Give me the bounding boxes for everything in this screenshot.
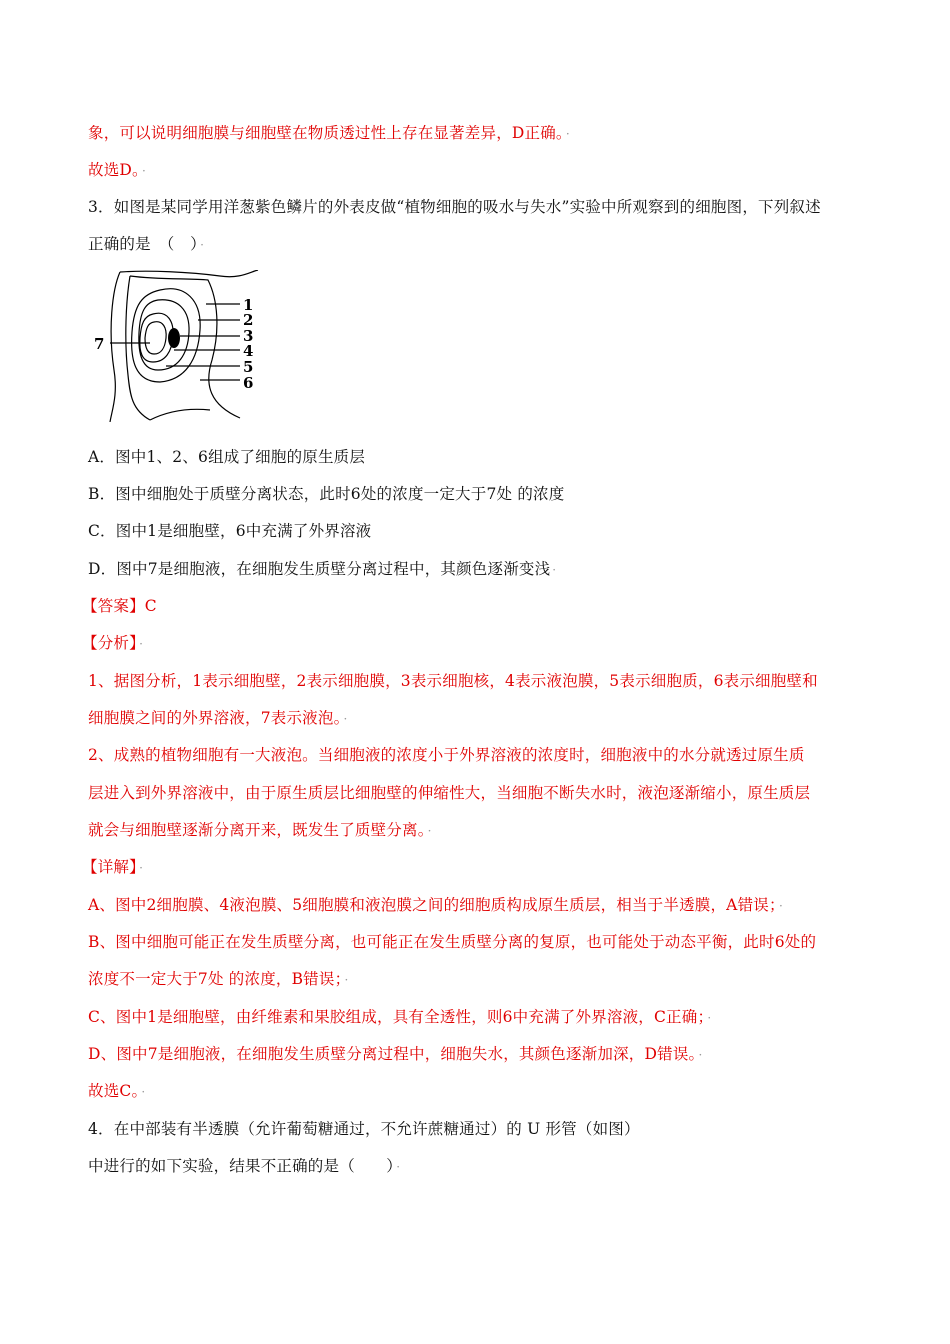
analysis-line [88, 782, 810, 804]
line-text: 2、成熟的植物细胞有一大液泡。当细胞液的浓度小于外界溶液的浓度时，细胞液中的水分就透过原生质 [88, 746, 805, 764]
question-3-stem [88, 196, 821, 218]
paragraph-mark: · [344, 973, 349, 987]
line-text: 【答案】C [82, 597, 157, 615]
paragraph-mark: · [707, 1011, 712, 1025]
label-4: 4 [243, 342, 254, 360]
line-text: 细胞膜之间的外界溶液，7表示液泡。 [88, 709, 342, 727]
line-text: 故选C。 [88, 1082, 140, 1100]
paragraph-mark: · [778, 899, 783, 913]
label-1: 1 [243, 296, 254, 314]
text-line [88, 159, 146, 182]
paragraph-mark: · [139, 861, 144, 875]
text-line [88, 122, 570, 145]
option-d [88, 558, 556, 581]
detail-line [88, 1006, 711, 1029]
question-4-stem [88, 1118, 640, 1140]
option-a [88, 446, 365, 468]
analysis-line [88, 670, 818, 692]
line-text: 就会与细胞壁逐渐分离开来，既发生了质壁分离。 [88, 821, 426, 839]
analysis-line [88, 819, 432, 842]
paragraph-mark: · [343, 712, 348, 726]
detail-line [88, 968, 349, 991]
line-text: 浓度不一定大于7处 的浓度，B错误； [88, 970, 343, 988]
line-text: 3．如图是某同学用洋葱紫色鳞片的外表皮做“植物细胞的吸水与失水”实验中所观察到的细胞图，下列叙述 [88, 198, 821, 216]
option-b [88, 483, 564, 505]
line-text: B、图中细胞可能正在发生质壁分离，也可能正在发生质壁分离的复原，也可能处于动态平衡，此时6处的 [88, 933, 817, 951]
cell-wall-bottom [150, 409, 210, 420]
cell-wall-left [110, 272, 120, 422]
line-text: 中进行的如下实验，结果不正确的是（ ） [88, 1157, 395, 1175]
line-text: 层进入到外界溶液中，由于原生质层比细胞壁的伸缩性大，当细胞不断失水时，液泡逐渐缩小，原生质层 [88, 784, 811, 802]
line-text: A、图中2细胞膜、4液泡膜、5细胞膜和液泡膜之间的细胞质构成原生质层，相当于半透膜，A错误； [88, 896, 777, 914]
line-text: 【详解】 [82, 858, 138, 876]
label-7: 7 [94, 335, 105, 353]
line-text: C、图中1是细胞壁，由纤维素和果胶组成，具有全透性，则6中充满了外界溶液，C正确； [88, 1008, 706, 1026]
paragraph-mark: · [552, 563, 557, 577]
line-text: A．图中1、2、6组成了细胞的原生质层 [88, 448, 366, 466]
line-text: 象，可以说明细胞膜与细胞壁在物质透过性上存在显著差异，D正确。 [88, 124, 564, 142]
question-4-stem-cont [88, 1155, 400, 1178]
paragraph-mark: · [396, 1160, 401, 1174]
label-3: 3 [243, 327, 254, 345]
paragraph-mark: · [141, 1085, 146, 1099]
detail-line [88, 1080, 145, 1103]
paragraph-mark: · [200, 238, 205, 252]
line-text: D、图中7是细胞液，在细胞发生质壁分离过程中，细胞失水，其颜色逐渐加深，D错误。 [88, 1045, 697, 1063]
line-text: B．图中细胞处于质壁分离状态，此时6处的浓度一定大于7处 的浓度 [88, 485, 565, 503]
plant-cell-svg [90, 270, 265, 422]
line-text: 故选D。 [88, 161, 140, 179]
question-3-stem-cont [88, 233, 204, 256]
cytoplasm-boundary [139, 300, 189, 370]
analysis-heading [82, 632, 143, 655]
detail-line [88, 894, 783, 917]
answer-heading [82, 595, 157, 617]
analysis-line [88, 744, 805, 766]
paragraph-mark: · [141, 164, 146, 178]
line-text: 1、据图分析，1表示细胞壁，2表示细胞膜，3表示细胞核，4表示液泡膜，5表示细胞质，6表示细胞壁和 [88, 672, 818, 690]
line-text: D．图中7是细胞液，在细胞发生质壁分离过程中，其颜色逐渐变浅 [88, 560, 551, 578]
line-text: 4．在中部装有半透膜（允许葡萄糖通过，不允许蔗糖通过）的 U 形管（如图） [88, 1120, 640, 1138]
paragraph-mark: · [427, 824, 432, 838]
line-text: 【分析】 [82, 634, 138, 652]
option-c [88, 520, 371, 542]
analysis-line [88, 707, 348, 730]
line-text: C．图中1是细胞壁，6中充满了外界溶液 [88, 522, 372, 540]
cell-wall-top [120, 270, 258, 277]
label-5: 5 [243, 358, 254, 376]
label-6: 6 [243, 374, 254, 392]
paragraph-mark: · [565, 127, 570, 141]
detail-heading [82, 856, 143, 879]
plant-cell-diagram [90, 270, 265, 422]
paragraph-mark: · [698, 1048, 703, 1062]
label-2: 2 [243, 311, 254, 329]
detail-line [88, 1043, 703, 1066]
detail-line [88, 931, 816, 953]
line-text: 正确的是 （ ） [88, 235, 199, 253]
vacuole [145, 322, 166, 354]
nucleus [168, 328, 180, 348]
paragraph-mark: · [139, 637, 144, 651]
